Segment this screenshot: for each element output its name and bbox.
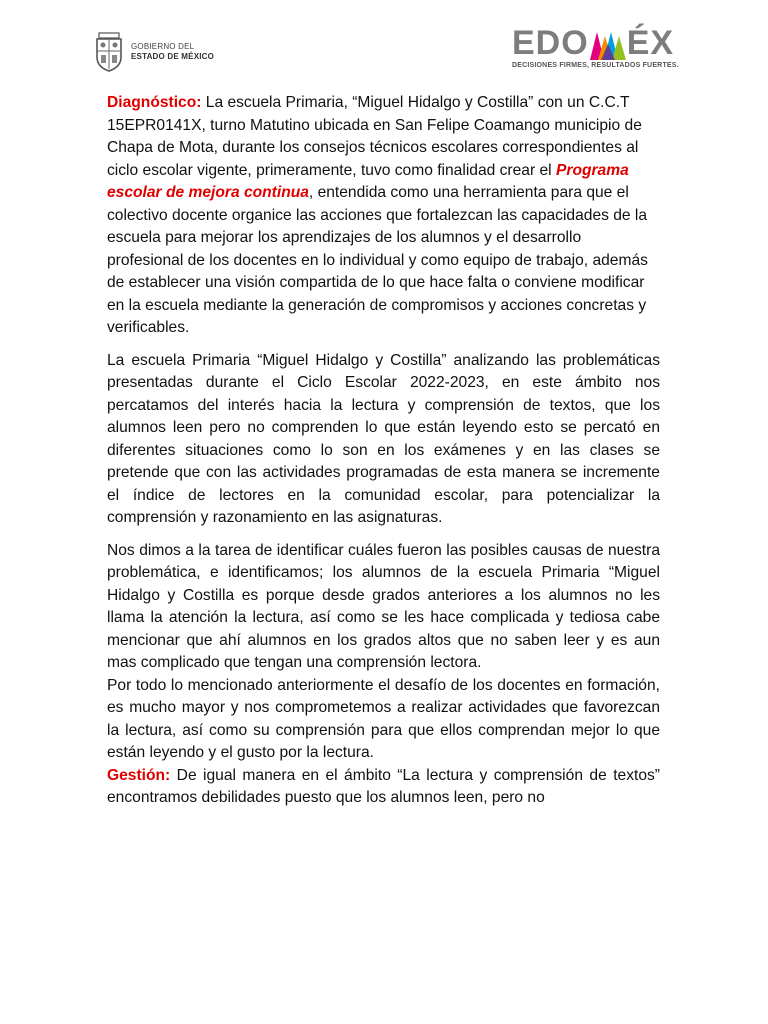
p5-text: De igual manera en el ámbito “La lectura y comprensión de textos” encontramos debilidades puesto que los alumnos leen, pero no bbox=[107, 766, 660, 806]
page-header bbox=[0, 0, 768, 82]
brand-edo: EDO bbox=[512, 24, 589, 62]
gestion-label: Gestión: bbox=[107, 766, 171, 784]
paragraph-desafio: Por todo lo mencionado anteriormente el desafío de los docentes en formación, es mucho mayor y nos comprometemos a realizar actividades que favorezcan la lectura, así como su comprensión para que ellos comprendan mejor lo que están leyendo y el gusto por la lectura. bbox=[107, 676, 660, 761]
document-body bbox=[107, 92, 660, 810]
edomex-logo bbox=[512, 26, 692, 74]
gov-line-1: GOBIERNO DEL bbox=[131, 42, 195, 51]
brand-ex: ÉX bbox=[626, 24, 675, 62]
gov-line-2: ESTADO DE MÉXICO bbox=[131, 52, 215, 61]
estado-de-mexico-seal-icon bbox=[93, 31, 125, 73]
p1-text-a: La escuela Primaria, “Miguel Hidalgo y Costilla” con un C.C.T 15EPR0141X, turno Matutino ubicada en San Felipe Coamango municipio de Chapa de Mota, durante los consejos técnicos escolares correspondientes al ciclo escolar vigente, primeramente, tuvo como finalidad crear el bbox=[107, 94, 642, 179]
edomex-m-logo-icon bbox=[590, 30, 626, 60]
gobierno-logo bbox=[93, 30, 214, 74]
brand-tagline: DECISIONES FIRMES, RESULTADOS FUERTES. bbox=[512, 62, 679, 69]
paragraph-gestion bbox=[107, 765, 660, 810]
programa-escolar-emphasis: Programa escolar de mejora continua bbox=[107, 161, 629, 201]
paragraph-causas: Nos dimos a la tarea de identificar cuáles fueron las posibles causas de nuestra problemática, e identificamos; los alumnos de la escuela Primaria “Miguel Hidalgo y Costilla es porque desde grados anteriores a los alumnos no les llama la atención la lectura, así como se les hace complicada y tediosa cabe mencionar que ahí alumnos en los grados altos que no saben leer y es aun mas complicado que tengan una comprensión lectora. bbox=[107, 541, 660, 671]
diagnostico-label: Diagnóstico: bbox=[107, 94, 202, 111]
paragraph-problematicas: La escuela Primaria “Miguel Hidalgo y Costilla” analizando las problemáticas presentadas durante el Ciclo Escolar 2022-2023, en este ámbito nos percatamos del interés hacia la lectura y comprensión de textos, que los alumnos leen pero no comprenden lo que están leyendo esto se percató en diferentes situaciones como lo son en los exámenes y en las clases se pretende que con las actividades programadas de esta manera se incremente el índice de lectores en la comunidad escolar, para potencializar la comprensión y razonamiento en las asignaturas. bbox=[107, 351, 660, 526]
paragraph-diagnostico bbox=[107, 92, 660, 340]
gobierno-text bbox=[131, 42, 214, 62]
p1-text-b: , entendida como una herramienta para que el colectivo docente organice las acciones que fortalezcan las capacidades de la escuela para mejorar los aprendizajes de los alumnos y el desarrollo profesional de los docentes en lo individual y como equipo de trabajo, además de establecer una visión compartida de lo que hace falta o conviene modificar en la escuela mediante la generación de compromisos y acciones concretas y verificables. bbox=[107, 184, 648, 336]
